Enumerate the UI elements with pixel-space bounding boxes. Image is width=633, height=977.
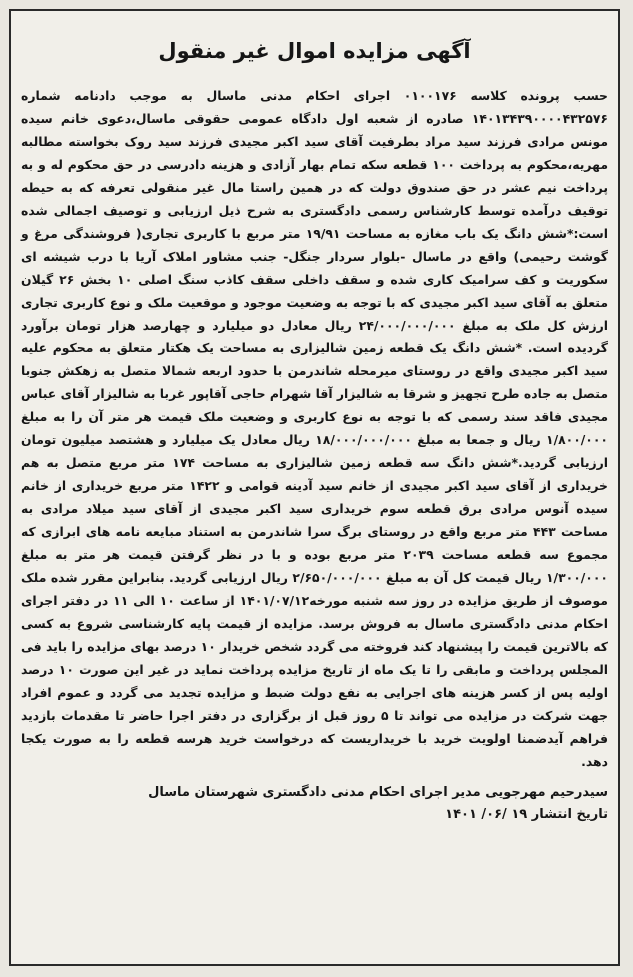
notice-title: آگهی مزایده اموال غیر منقول (158, 39, 471, 63)
auction-notice (9, 9, 620, 966)
notice-body: حسب پرونده کلاسه ۰۱۰۰۱۷۶ اجرای احکام مدنی ماسال به موجب دادنامه شماره ۱۴۰۱۳۴۳۹۰۰۰۰۴۳۲۵۷۶ صادره از شعبه اول دادگاه عمومی حقوقی ماسال،دعوی خانم سیده مونس مرادی فرزند سید مراد بطرفیت آقای سید اکبر مجیدی فرزند سید روک بخواسته مطالبه مهریه،محکوم به پرداخت ۱۰۰ قطعه سکه تمام بهار آزادی و هزینه دادرسی در حق محکوم له و به پرداخت نیم عشر در حق صندوق دولت که در همین راستا مال غیر منقولی تعرفه که به حیطه توقیف درآمده توسط کارشناس رسمی دادگستری به شرح ذیل ارزیابی و توصیف اجمالی شده است:*شش دانگ یک باب مغازه به مساحت ۱۹/۹۱ متر مربع با کاربری تجاری( فروشندگی مرغ و گوشت رحیمی) واقع در ماسال -بلوار سردار جنگل- جنب مشاور املاک آریا با درب شیشه ای سکوریت و کف سرامیک کاری شده و سقف داخلی سقف کاذب سنگ اصلی ۱۰ بخش ۲۶ گیلان متعلق به آقای سید اکبر مجیدی که با توجه به وضعیت موجود و موقعیت ملک و نوع کاربری تجاری ارزش کل ملک به مبلغ ۲۴/۰۰۰/۰۰۰/۰۰۰ ریال معادل دو میلیارد و چهارصد هزار تومان برآورد گردیده است. *شش دانگ یک قطعه زمین شالیزاری به مساحت یک هکتار متعلق به محکوم علیه سید اکبر مجیدی واقع در روستای میرمحله شاندرمن با حدود اربعه شمالا متصل به زهکش جنوبا متصل به جاده طرح تجهیز و شرقا به شالیزار آقا شهرام حاجی آقاپور غربا به شالیزار آقای عباس مجیدی فاقد سند رسمی که با توجه به نوع کاربری و وضعیت ملک قیمت هر متر آن را به مبلغ ۱/۸۰۰/۰۰۰ ریال و جمعا به مبلغ ۱۸/۰۰۰/۰۰۰/۰۰۰ ریال معادل یک میلیارد و هشتصد میلیون تومان ارزیابی گردید.*شش دانگ سه قطعه زمین شالیزاری به مساحت ۱۷۴ متر مربع متصل به هم خریداری از آقای سید اکبر مجیدی از خانم سید آدینه قوامی و ۱۴۲۲ متر مربع خریداری از خانم سیده آنوس مرادی برق قطعه سوم خریداری سید اکبر مجیدی از آقای سید میلاد مرادی به مساحت ۴۴۳ متر مربع واقع در روستای برگ سرا شاندرمن به استناد مبایعه نامه های ابرازی که مجموع سه قطعه مساحت ۲۰۳۹ متر مربع بوده و با در نظر گرفتن قیمت هر متر به مبلغ ۱/۳۰۰/۰۰۰ ریال قیمت کل آن به مبلغ ۲/۶۵۰/۰۰۰/۰۰۰ ریال ارزیابی گردید. بنابراین مقرر شده ملک موصوف از طریق مزایده در روز سه شنبه مورخه۱۴۰۱/۰۷/۱۲ از ساعت ۱۰ الی ۱۱ در دفتر اجرای احکام مدنی دادگستری ماسال به فروش برسد. مزایده از قیمت پایه کارشناسی شروع به کسی که بالاترین قیمت را پیشنهاد کند فروخته می گردد شخص خریدار ۱۰ درصد بهای مزایده را باید فی المجلس پرداخت و مابقی را تا یک ماه از تاریخ مزایده پرداخت نماید در غیر این صورت ۱۰ درصد اولیه پس از کسر هزینه های اجرایی به نفع دولت ضبط و مزایده تجدید می گردد و عموم افراد جهت شرکت در مزایده می تواند تا ۵ روز قبل از برگزاری در دفتر اجرا حاضر تا مقدمات بازدید فراهم آیدضمنا اولویت خرید با خریداریست که درخواست خرید هرسه قطعه را به صورت یکجا دهد. (21, 88, 609, 769)
publication-date: تاریخ انتشار ۱۹ /۰۶/ ۱۴۰۱ (445, 806, 608, 822)
signature: سیدرحیم مهرجویی مدیر اجرای احکام مدنی دادگستری شهرستان ماسال (148, 784, 608, 800)
